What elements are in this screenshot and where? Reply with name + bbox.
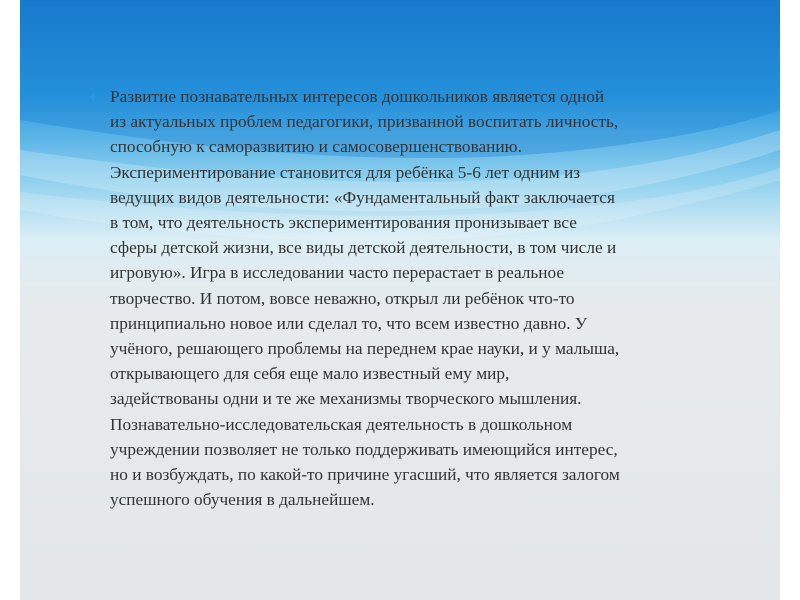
slide	[20, 0, 780, 600]
body-paragraph: Развитие познавательных интересов дошкольников является одной из актуальных проблем педагогики, призванной воспитать личность, способную к саморазвитию и самосовершенствованию. Экспериментирование становится для ребёнка 5-6 лет одним из ведущих видов деятельности: «Фундаментальный факт заключается в том, что деятельность экспериментирования пронизывает все сферы детской жизни, все виды детской деятельности, в том числе и игровую». Игра в исследовании часто перерастает в реальное творчество. И потом, вовсе неважно, открыл ли ребёнок что-то принципиально новое или сделал то, что всем известно давно. У учёного, решающего проблемы на переднем крае науки, и у малыша, открывающего для себя еще мало известный ему мир, задействованы одни и те же механизмы творческого мышления. Познавательно-исследовательская деятельность в дошкольном учреждении позволяет не только поддерживать имеющийся интерес, но и возбуждать, по какой-то причине угасший, что является залогом успешного обучения в дальнейшем.	[110, 87, 620, 510]
star-bullet-icon	[88, 92, 98, 102]
slide-content	[88, 84, 728, 512]
